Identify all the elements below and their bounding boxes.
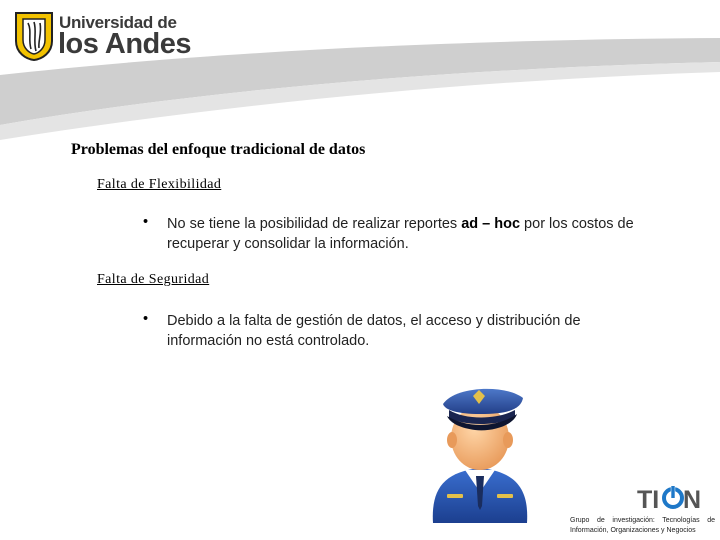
bullet-text-flexibility	[167, 214, 637, 254]
slide-title: Problemas del enfoque tradicional de datos	[71, 141, 366, 158]
bullet-marker: •	[143, 311, 149, 327]
tion-logo	[637, 484, 702, 512]
bullet-text-part: No se tiene la posibilidad de realizar reportes	[167, 216, 462, 232]
bullet-text-part: por los costos de recuperar y consolidar la información.	[167, 216, 634, 252]
section-heading-security: Falta de Seguridad	[97, 272, 210, 287]
university-logo	[14, 11, 192, 61]
logo-text-line1: Universidad de	[59, 13, 177, 32]
bullet-text-security: Debido a la falta de gestión de datos, el acceso y distribución de información no está controlado.	[167, 313, 581, 349]
shield-logo-icon	[14, 11, 54, 61]
bullet-text-bold: ad – hoc	[461, 216, 521, 232]
security-officer-icon	[425, 380, 535, 525]
svg-text:N: N	[683, 486, 702, 512]
bullet-marker: •	[143, 214, 149, 230]
svg-text:TI: TI	[637, 486, 660, 512]
section-heading-flexibility: Falta de Flexibilidad	[97, 177, 222, 192]
logo-text-line2: los Andes	[58, 28, 192, 60]
power-icon	[664, 485, 682, 507]
footer-caption: Grupo de investigación: Tecnologías de Información, Organizaciones y Negocios	[570, 517, 715, 534]
